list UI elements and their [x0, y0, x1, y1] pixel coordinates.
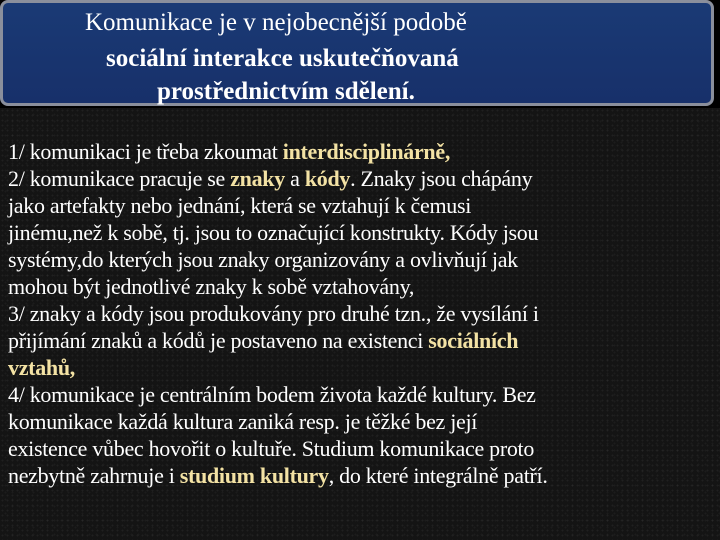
point-2-line-1	[8, 165, 720, 192]
point-2-line-4	[8, 246, 720, 273]
highlighted-term: kódy	[304, 166, 351, 191]
text-segment: . Znaky jsou chápány	[350, 166, 533, 191]
point-4-line-3	[8, 435, 720, 462]
point-4-line-4	[8, 462, 720, 489]
text-segment: 3/ znaky a kódy jsou produkovány pro druhé tzn., že vysílání i	[8, 301, 539, 326]
text-segment: mohou být jednotlivé znaky k sobě vztahovány,	[8, 274, 415, 299]
point-4-line-1	[8, 381, 720, 408]
text-segment: existence vůbec hovořit o kultuře. Studium komunikace proto	[8, 436, 535, 461]
highlighted-term: znaky	[230, 166, 285, 191]
text-segment: 4/ komunikace je centrálním bodem života každé kultury. Bez	[8, 382, 536, 407]
point-3-line-3	[8, 354, 720, 381]
highlighted-term: vztahů,	[8, 355, 75, 380]
text-segment: nezbytně zahrnuje i	[8, 463, 180, 488]
text-segment: přijímání znaků a kódů je postaveno na existenci	[8, 328, 429, 353]
text-segment: systémy,do kterých jsou znaky organizovány a ovlivňují jak	[8, 247, 518, 272]
highlighted-term: studium kultury	[179, 463, 329, 488]
text-segment: , do které integrálně patří.	[328, 463, 548, 488]
point-3	[8, 300, 720, 381]
point-2-line-2	[8, 192, 720, 219]
text-segment: a	[284, 166, 305, 191]
text-segment: jako artefakty nebo jednání, která se vztahují k čemusi	[8, 193, 472, 218]
point-2-line-3	[8, 219, 720, 246]
point-3-line-1	[8, 300, 720, 327]
highlighted-term: sociálních	[428, 328, 519, 353]
title-line-2: sociální interakce uskutečňovaná	[106, 45, 459, 72]
point-4	[8, 381, 720, 489]
point-1	[8, 138, 720, 165]
point-1-line-1	[8, 138, 720, 165]
point-4-line-2	[8, 408, 720, 435]
title-line-1: Komunikace je v nejobecnější podobě	[85, 9, 467, 36]
text-segment: jinému,než k sobě, tj. jsou to označující konstrukty. Kódy jsou	[8, 220, 539, 245]
text-segment: 2/ komunikace pracuje se	[8, 166, 231, 191]
point-2-line-5	[8, 273, 720, 300]
title-box	[0, 0, 714, 106]
highlighted-term: interdisciplinárně,	[282, 139, 451, 164]
body-content	[0, 108, 720, 540]
text-segment: 1/ komunikaci je třeba zkoumat	[8, 139, 283, 164]
point-3-line-2	[8, 327, 720, 354]
text-segment: komunikace každá kultura zaniká resp. je těžké bez její	[8, 409, 478, 434]
point-2	[8, 165, 720, 300]
title-line-3: prostřednictvím sdělení.	[157, 78, 415, 105]
